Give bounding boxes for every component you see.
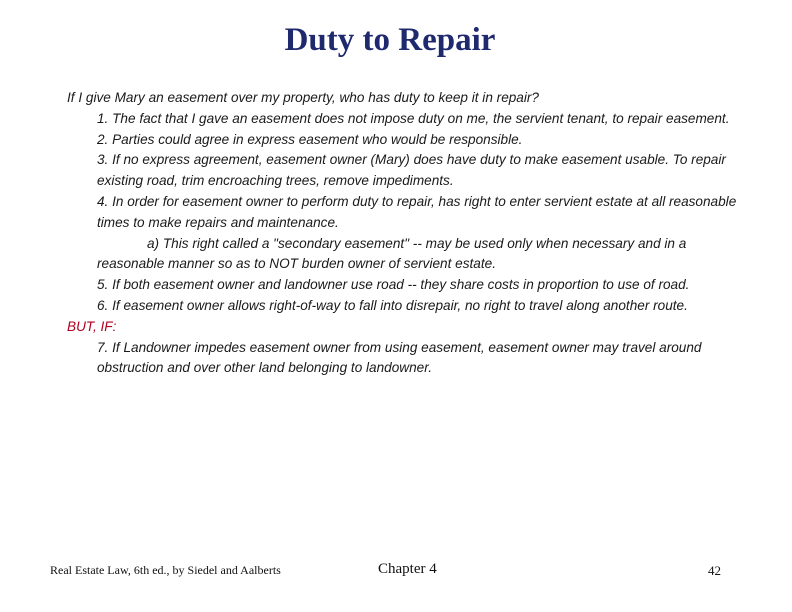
footer-source: Real Estate Law, 6th ed., by Siedel and Aalberts [50, 563, 281, 577]
slide-title: Duty to Repair [284, 22, 496, 58]
list-item: 4. In order for easement owner to perform duty to repair, has right to enter servient estate at all reasonable times to make repairs and maintenance. [97, 193, 737, 230]
list-item: 6. If easement owner allows right-of-way to fall into disrepair, no right to travel along another route. [97, 297, 688, 313]
page-number: 42 [708, 563, 721, 578]
slide-body [67, 88, 747, 379]
footer-chapter: Chapter 4 [378, 561, 437, 577]
but-label: BUT, IF: [67, 318, 117, 334]
list-item: 7. If Landowner impedes easement owner from using easement, easement owner may travel around obstruction and over other land belonging to landowner. [97, 339, 702, 376]
list-item: 3. If no express agreement, easement owner (Mary) does have duty to make easement usable. To repair existing road, trim encroaching trees, remove impediments. [97, 152, 726, 189]
list-item: 2. Parties could agree in express easement who would be responsible. [97, 131, 523, 147]
question-text: If I give Mary an easement over my property, who has duty to keep it in repair? [67, 90, 539, 105]
list-item: 1. The fact that I gave an easement does not impose duty on me, the servient tenant, to repair easement. [97, 110, 730, 126]
sub-list-item: a) This right called a "secondary easement" -- may be used only when necessary and in a reasonable manner so as to NOT burden owner of servient estate. [97, 235, 687, 272]
list-item: 5. If both easement owner and landowner use road -- they share costs in proportion to use of road. [97, 277, 690, 293]
